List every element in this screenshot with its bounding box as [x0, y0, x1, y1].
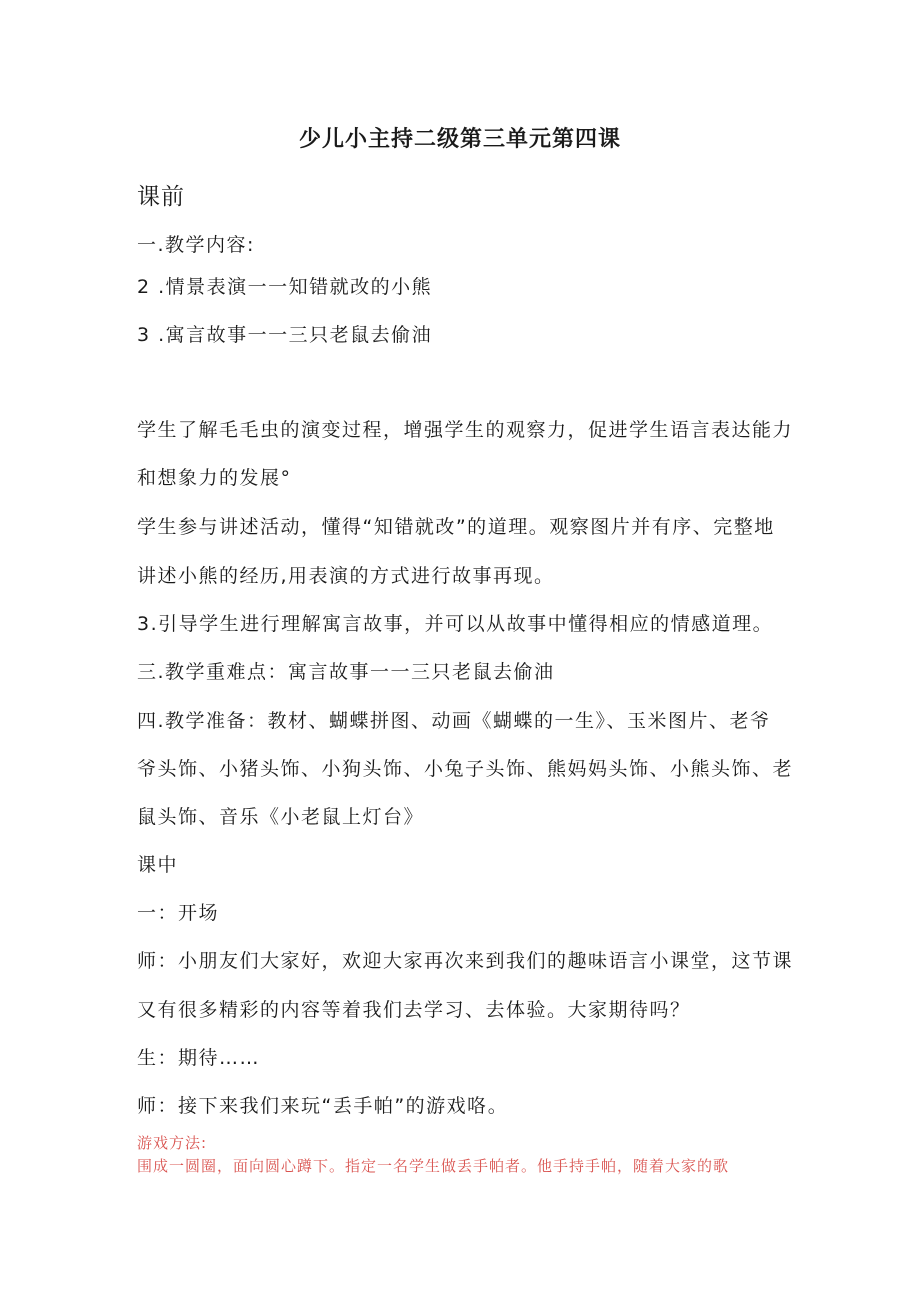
paragraph: 一：开场	[137, 902, 220, 924]
paragraph: 3.引导学生进行理解寓言故事，并可以从故事中懂得相应的情感道理。	[137, 613, 774, 635]
paragraph: 一.教学内容:	[137, 234, 255, 256]
paragraph: 和想象力的发展°	[137, 467, 292, 489]
paragraph: 生：期待……	[137, 1047, 261, 1069]
section-heading-before-class: 课前	[137, 184, 185, 210]
paragraph: 3 .寓言故事一一三只老鼠去偷油	[137, 324, 433, 346]
paragraph: 讲述小熊的经历,用表演的方式进行故事再现。	[137, 565, 555, 587]
paragraph: 爷头饰、小猪头饰、小狗头饰、小兔子头饰、熊妈妈头饰、小熊头饰、老	[137, 758, 794, 780]
section-heading-in-class: 课中	[137, 854, 179, 876]
paragraph: 2 .情景表演一一知错就改的小熊	[137, 276, 433, 298]
paragraph: 三.教学重难点：寓言故事一一三只老鼠去偷油	[137, 661, 555, 683]
game-method-heading: 游戏方法:	[137, 1134, 208, 1152]
document-title: 少儿小主持二级第三单元第四课	[298, 127, 621, 152]
paragraph: 四.教学准备：教材、蝴蝶拼图、动画《蝴蝶的一生》、玉米图片、老爷	[137, 710, 771, 732]
paragraph: 学生了解毛毛虫的演变过程，增强学生的观察力，促进学生语言表达能力	[137, 419, 794, 441]
paragraph: 学生参与讲述活动，懂得“知错就改”的道理。观察图片并有序、完整地	[137, 516, 775, 538]
paragraph: 鼠头饰、音乐《小老鼠上灯台》	[137, 806, 425, 828]
paragraph: 师：接下来我们来玩“丢手帕”的游戏咯。	[137, 1095, 509, 1117]
game-method-text: 围成一圆圈，面向圆心蹲下。指定一名学生做丢手帕者。他手持手帕，随着大家的歌	[137, 1157, 730, 1175]
paragraph: 又有很多精彩的内容等着我们去学习、去体验。大家期待吗？	[137, 999, 691, 1021]
paragraph: 师：小朋友们大家好，欢迎大家再次来到我们的趣味语言小课堂，这节课	[137, 950, 794, 972]
